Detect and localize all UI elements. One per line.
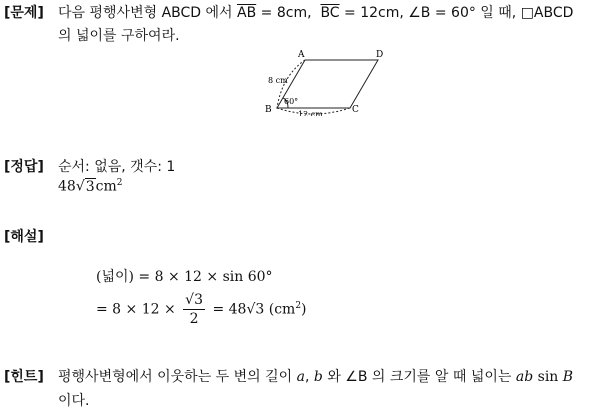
hint-line-2: 이다. [58,393,90,409]
solution-suffix-c: ) [301,301,307,318]
solution-line-2 [96,292,307,327]
hint-label: [힌트] [4,369,44,385]
label-angle-b: 60° [284,97,299,106]
problem-line-2: 의 넓이를 구하여라. [58,28,180,44]
answer-unit: cm [95,178,117,195]
answer-line-2 [58,178,123,195]
parallelogram-figure [260,46,400,116]
solution-line-1: (넓이) = 8 × 12 × sin 60° [96,269,273,285]
solution-exp: 2 [295,300,302,311]
sqrt-sign-icon: √ [75,178,85,195]
label-bc: 12 cm [298,110,323,116]
solution-prefix: = 8 × 12 × [96,301,176,318]
answer-line-1: 순서: 없음, 갯수: 1 [58,159,176,175]
problem-section [0,0,592,140]
problem-text-1: 다음 평행사변형 ABCD 에서 $\overline{AB} = 8cm$, $\overline{BC} = 12cm$, ∠B = 60° 일 때, □ABCD [58,5,574,21]
hint-line-1: 평행사변형에서 이웃하는 두 변의 길이 a, b 와 ∠B 의 크기를 알 때 넓이는 ab sin B [58,369,574,385]
answer-label: [정답] [4,159,44,175]
solution-section [0,220,592,340]
sqrt-sign-icon: √ [246,301,256,318]
problem-line-1 [58,2,573,22]
answer-section [0,150,592,200]
label-ab: 8 cm [268,76,288,85]
frac-denominator: 2 [189,311,199,327]
sqrt3-over-2 [183,292,205,327]
answer-exp: 2 [116,178,123,188]
solution-suffix-a: = 48 [212,301,247,318]
solution-suffix-b: 3 (cm [255,301,296,318]
solution-label: [해설] [4,229,44,245]
frac-numerator: √3 [185,292,203,308]
answer-radicand: 3 [85,178,95,195]
problem-label: [문제] [4,5,44,21]
vertex-d: D [376,50,384,60]
vertex-c: C [352,105,359,115]
answer-coef: 48 [58,178,76,195]
vertex-b: B [265,105,272,115]
hint-section [0,360,592,407]
vertex-a: A [298,50,305,60]
